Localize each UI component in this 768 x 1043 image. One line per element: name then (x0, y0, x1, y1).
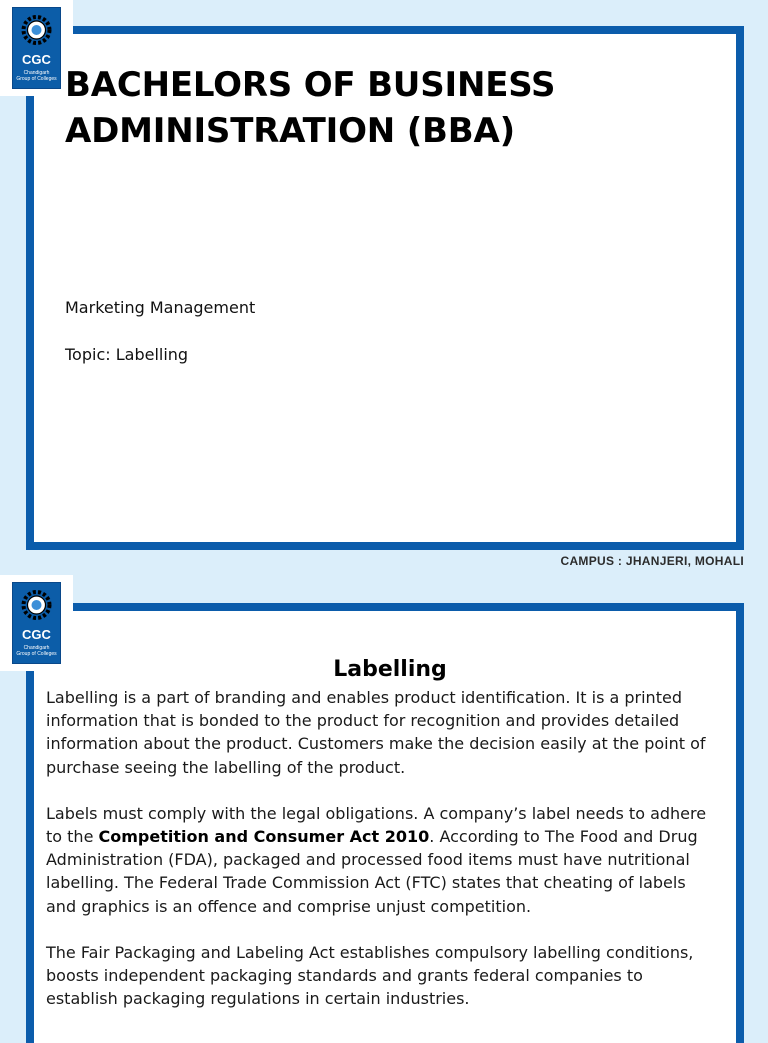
body-text (46, 686, 718, 1033)
gear-emblem-icon (13, 583, 60, 663)
paragraph-1: Labelling is a part of branding and enables product identification. It is a printed information that is bonded to the product for recognition and provides detailed information about the product. Customers make the decision easily at the point of purchase seeing the labelling of the product. (46, 688, 706, 777)
paragraph-2-start: Labels must comply with the legal obligations. A company’s label needs to adhere to the (46, 803, 707, 847)
cgc-logo-badge (12, 582, 61, 664)
cgc-logo (0, 0, 73, 96)
svg-text:Group of Colleges: Group of Colleges (16, 651, 57, 657)
paragraph-2-end: . According to The Food and Drug Administration (FDA), packaged and processed food items must have nutritional labelling. The Federal Trade Commission Act (FTC) states that cheating of labels and graphics is an offence and comprise unjust competition. (46, 827, 698, 916)
cgc-logo-badge (12, 7, 61, 89)
act-name-bold: Competition and Consumer Act 2010 (98, 827, 430, 847)
campus-footer: CAMPUS : JHANJERI, MOHALI (560, 554, 744, 568)
gear-emblem-icon (13, 8, 60, 88)
svg-text:Group of Colleges: Group of Colleges (16, 76, 57, 82)
topic-text: Topic: Labelling (65, 345, 189, 364)
svg-text:Chandigarh: Chandigarh (23, 70, 50, 76)
svg-text:Chandigarh: Chandigarh (23, 645, 50, 651)
subject-text: Marketing Management (65, 298, 256, 317)
paragraph-2 (46, 802, 718, 918)
paragraph-3: The Fair Packaging and Labeling Act establishes compulsory labelling conditions, boosts independent packaging standards and grants federal companies to establish packaging regulations in certain industries. (46, 942, 694, 1009)
page-title: BACHELORS OF BUSINESS ADMINISTRATION (BBA) (65, 65, 556, 151)
content-slide (0, 575, 768, 1024)
section-heading: Labelling (333, 657, 447, 682)
svg-text:CGC: CGC (22, 627, 51, 642)
svg-text:CGC: CGC (22, 52, 51, 67)
